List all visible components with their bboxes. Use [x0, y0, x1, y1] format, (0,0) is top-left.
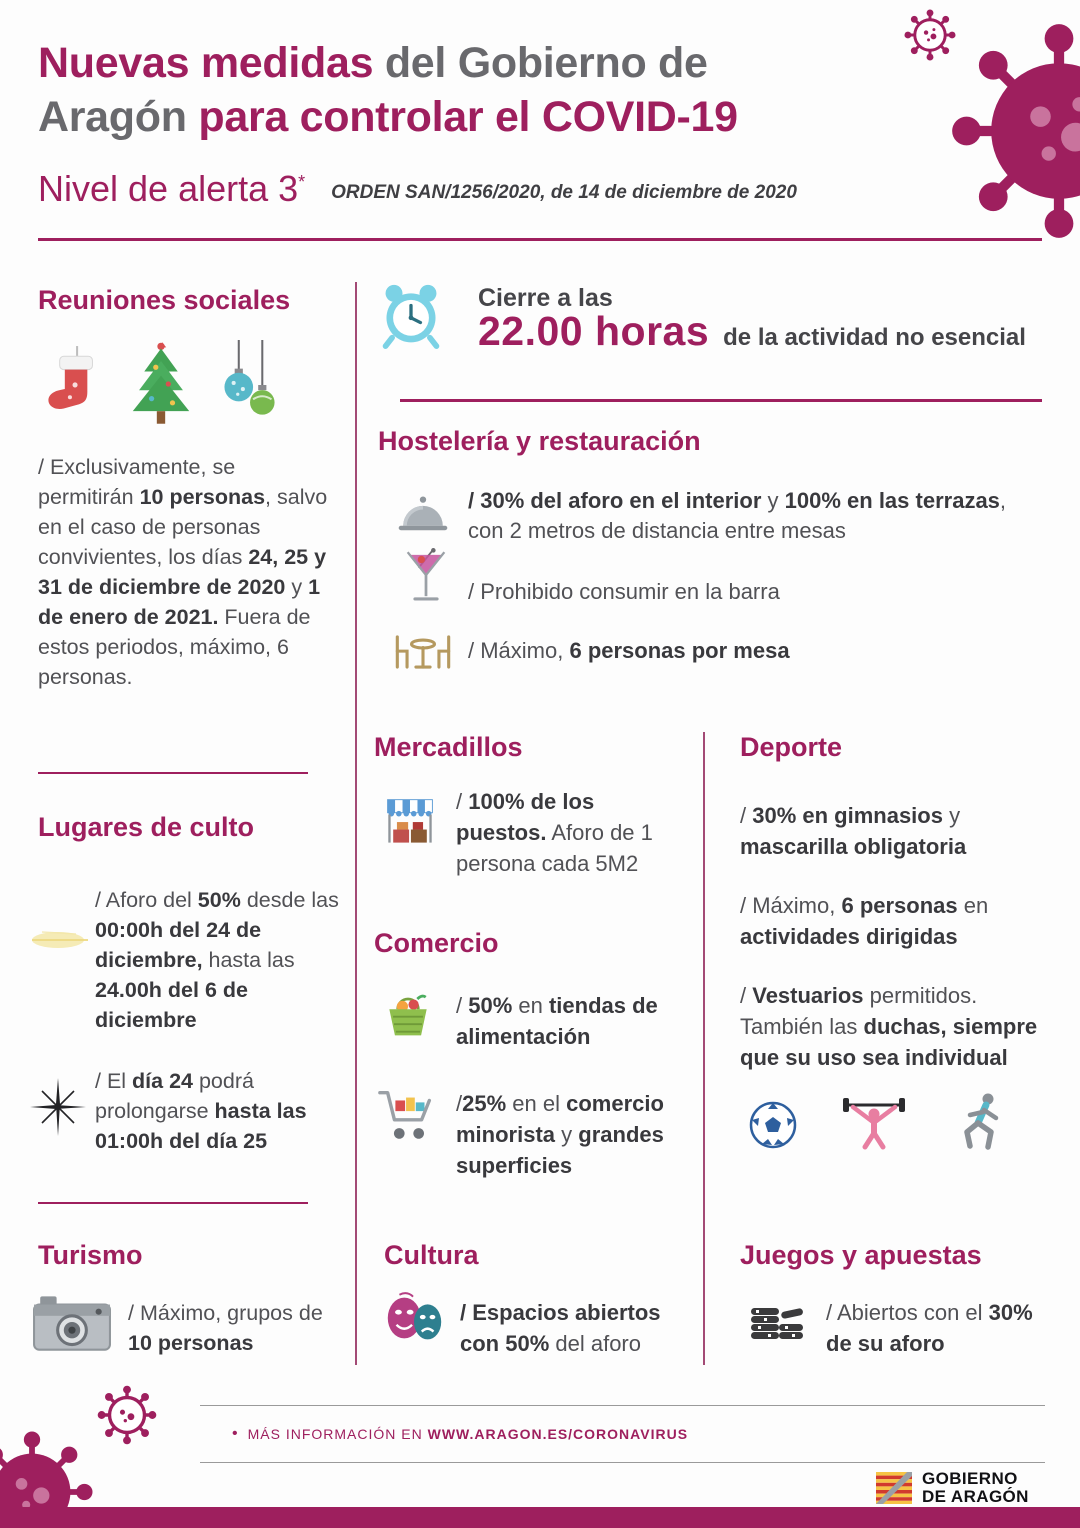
comercio-item-1: / 50% en tiendas de alimentación	[456, 993, 658, 1049]
section-title-deporte: Deporte	[740, 732, 843, 762]
market-stall-icon	[382, 793, 438, 853]
deporte-item-1: / 30% en gimnasios y mascarilla obligatoria	[740, 803, 967, 859]
cierre-line2	[478, 308, 1026, 355]
camera-icon	[32, 1292, 112, 1354]
hosteleria-item-1: / 30% del aforo en el interior y 100% en las terrazas, con 2 metros de distancia entre mesas	[468, 488, 1007, 543]
running-icon	[950, 1090, 1006, 1150]
logo-line-1: GOBIERNO	[922, 1469, 1018, 1488]
title-rest-1: del Gobierno de	[373, 39, 708, 87]
page-title	[38, 36, 878, 144]
logo-text	[922, 1470, 1029, 1506]
mercadillos-item: / 100% de los puestos. Aforo de 1 persona cada 5M2	[456, 789, 653, 876]
order-reference: ORDEN SAN/1256/2020, de 14 de diciembre de 2020	[331, 182, 797, 203]
gobierno-aragon-logo	[876, 1470, 1029, 1506]
soccer-ball-icon	[748, 1100, 798, 1150]
divider	[38, 1202, 308, 1204]
aragon-flag-icon	[876, 1472, 912, 1504]
virus-filled-icon	[946, 18, 1080, 244]
turismo-item: / Máximo, grupos de 10 personas	[128, 1301, 323, 1355]
weightlifting-icon	[840, 1092, 908, 1150]
section-title-cultura: Cultura	[384, 1240, 479, 1270]
deporte-item-2: / Máximo, 6 personas en actividades dirigidas	[740, 893, 989, 949]
christmas-tree-icon	[124, 338, 198, 430]
section-title-culto: Lugares de culto	[38, 812, 255, 842]
sun-icon	[28, 922, 96, 956]
cultura-item: / Espacios abiertos con 50% del aforo	[460, 1300, 661, 1356]
poker-chips-icon	[748, 1292, 806, 1344]
cierre-divider	[400, 399, 1042, 402]
hosteleria-item-3: / Máximo, 6 personas por mesa	[468, 638, 790, 663]
table-icon	[392, 630, 454, 674]
cocktail-icon	[404, 546, 448, 606]
christmas-icons-row	[42, 338, 280, 430]
deporte-item-3: / Vestuarios permitidos. También las duchas, siempre que su uso sea individual	[740, 983, 1038, 1070]
bullet: •	[232, 1425, 238, 1442]
bottom-accent-bar	[0, 1507, 1080, 1528]
alert-level-row	[38, 168, 797, 210]
grocery-basket-icon	[380, 986, 436, 1040]
theater-masks-icon	[380, 1292, 448, 1346]
cierre-time: 22.00 horas	[478, 308, 710, 354]
cierre-intro: Cierre a las	[478, 284, 613, 312]
section-title-comercio: Comercio	[374, 928, 499, 958]
alert-asterisk: *	[298, 172, 306, 192]
section-title-reuniones: Reuniones sociales	[38, 285, 291, 315]
section-title-hosteleria: Hostelería y restauración	[378, 426, 701, 456]
alert-level	[38, 168, 305, 210]
shopping-cart-icon	[376, 1084, 440, 1146]
alarm-clock-icon	[378, 280, 444, 350]
divider	[38, 772, 308, 774]
title-accent-1: Nuevas medidas	[38, 39, 374, 87]
virus-outline-icon	[96, 1384, 158, 1446]
title-accent-2: para controlar el COVID-19	[198, 93, 738, 141]
cierre-suffix: de la actividad no esencial	[723, 324, 1026, 351]
header-divider	[38, 238, 1042, 241]
logo-line-2: DE ARAGÓN	[922, 1487, 1029, 1506]
alert-level-text: Nivel de alerta 3	[38, 168, 299, 209]
section-title-mercadillos: Mercadillos	[374, 732, 523, 762]
baubles-icon	[218, 340, 280, 430]
culto-item-2: / El día 24 podrá prolongarse hasta las 01:00h del día 25	[95, 1069, 307, 1153]
sports-icons-row	[748, 1090, 1006, 1150]
star-icon	[30, 1078, 86, 1136]
reuniones-body: / Exclusivamente, se permitirán 10 personas, salvo en el caso de personas convivientes, los días 24, 25 y 31 de diciembre de 2020 y 1 de enero de 2021. Fuera de estos periodos, máximo, 6 personas.	[38, 455, 328, 689]
title-rest-2: Aragón	[38, 93, 199, 141]
culto-item-1: / Aforo del 50% desde las 00:00h del 24 de diciembre, hasta las 24.00h del 6 de diciembre	[95, 888, 339, 1032]
comercio-item-2: /25% en el comercio minorista y grandes superficies	[456, 1091, 664, 1178]
section-title-turismo: Turismo	[38, 1240, 143, 1270]
vertical-divider-middle	[703, 732, 705, 1365]
more-info-text: MÁS INFORMACIÓN EN WWW.ARAGON.ES/CORONAVIRUS	[247, 1426, 689, 1442]
hosteleria-item-2: / Prohibido consumir en la barra	[468, 579, 780, 604]
juegos-item: / Abiertos con el 30% de su aforo	[826, 1300, 1033, 1356]
christmas-stocking-icon	[42, 344, 104, 430]
vertical-divider-left	[355, 282, 357, 1365]
footer-info-strip	[200, 1405, 1045, 1463]
cloche-icon	[396, 490, 450, 538]
section-title-juegos: Juegos y apuestas	[740, 1240, 982, 1270]
